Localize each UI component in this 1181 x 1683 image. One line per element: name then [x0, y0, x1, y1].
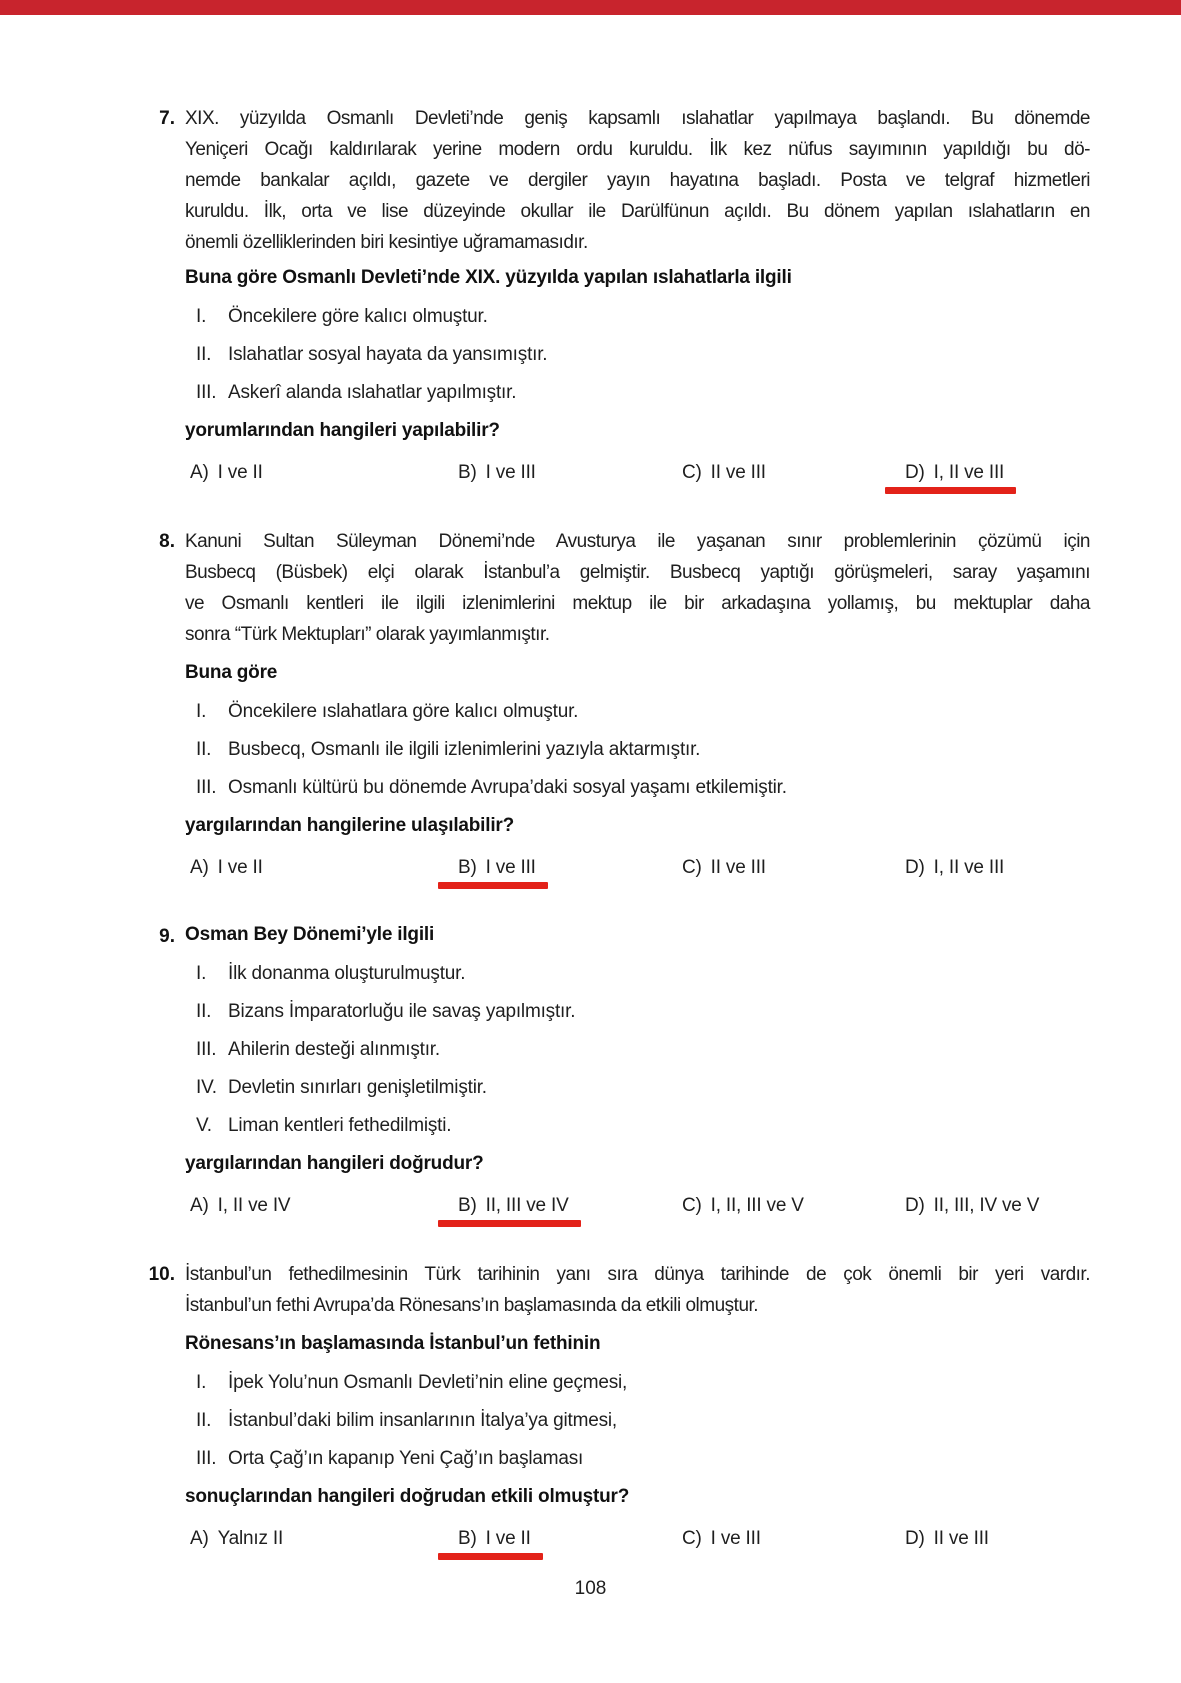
item-numeral: III.: [196, 1039, 217, 1060]
item-text: Liman kentleri fethedilmişti.: [228, 1115, 452, 1136]
item-numeral: V.: [196, 1115, 212, 1136]
question-body: [185, 103, 1090, 490]
options-row: [185, 460, 1090, 490]
item-text: İpek Yolu’nun Osmanlı Devleti’nin eline geçmesi,: [228, 1372, 628, 1393]
item-numeral: I.: [196, 1372, 207, 1393]
item-numeral: III.: [196, 1448, 217, 1469]
option-text: I ve III: [485, 462, 536, 483]
list-item: [196, 342, 1090, 368]
list-item: [196, 999, 1090, 1025]
item-numeral: I.: [196, 306, 207, 327]
option-text: II ve III: [933, 1528, 989, 1549]
list-item: [196, 380, 1090, 406]
option-b: [458, 1526, 531, 1552]
option-label: A): [190, 462, 209, 483]
paragraph-line: Kanuni Sultan Süleyman Dönemi’nde Avusturya ile yaşanan sınır problemlerinin çözümü için: [185, 531, 1090, 552]
option-c: [682, 855, 766, 881]
page-header-band: [0, 0, 1181, 15]
option-label: D): [905, 1195, 925, 1216]
option-label: A): [190, 857, 209, 878]
question-paragraph: [185, 526, 1090, 650]
list-item: [196, 699, 1090, 725]
question-number: 9.: [159, 926, 175, 947]
option-d: [905, 855, 1004, 881]
list-item: [196, 1113, 1090, 1139]
question-block-8: [127, 526, 1127, 885]
option-text: I ve III: [485, 857, 536, 878]
option-label: A): [190, 1195, 209, 1216]
paragraph-line: nemde bankalar açıldı, gazete ve dergiler yayın hayatına başladı. Posta ve telgraf hizmetleri: [185, 170, 1090, 191]
option-d: [905, 1193, 1039, 1219]
correct-answer-underline: [438, 1553, 543, 1560]
question-stem: yargılarından hangilerine ulaşılabilir?: [185, 815, 515, 836]
paragraph-line: Yeniçeri Ocağı kaldırılarak yerine modern ordu kuruldu. İlk kez nüfus sayımının yapıldığı bu dö-: [185, 139, 1090, 160]
list-item: [196, 1446, 1090, 1472]
paragraph-line: kuruldu. İlk, orta ve lise düzeyinde okullar ile Darülfünun açıldı. Bu dönem yapılan ıslahatların en: [185, 201, 1090, 222]
option-text: II, III ve IV: [485, 1195, 569, 1216]
correct-answer-underline: [885, 487, 1016, 494]
option-label: D): [905, 462, 925, 483]
option-c: [682, 1193, 804, 1219]
option-a: [190, 855, 263, 881]
option-c: [682, 460, 766, 486]
item-numeral: II.: [196, 739, 212, 760]
item-text: Busbecq, Osmanlı ile ilgili izlenimlerini yazıyla aktarmıştır.: [228, 739, 701, 760]
item-text: İlk donanma oluşturulmuştur.: [228, 963, 466, 984]
option-text: II ve III: [710, 462, 766, 483]
question-lead-in: Buna göre: [185, 662, 278, 683]
question-block-7: [127, 103, 1127, 490]
question-lead-in: Buna göre Osmanlı Devleti’nde XIX. yüzyılda yapılan ıslahatlarla ilgili: [185, 267, 792, 288]
item-text: Osmanlı kültürü bu dönemde Avrupa’daki sosyal yaşamı etkilemiştir.: [228, 777, 787, 798]
question-stem: sonuçlarından hangileri doğrudan etkili olmuştur?: [185, 1486, 630, 1507]
list-item: [196, 1075, 1090, 1101]
option-b: [458, 1193, 569, 1219]
option-a: [190, 460, 263, 486]
option-a: [190, 1193, 290, 1219]
item-text: İstanbul’daki bilim insanlarının İtalya’ya gitmesi,: [228, 1410, 617, 1431]
paragraph-line: sonra “Türk Mektupları” olarak yayımlanmıştır.: [185, 624, 550, 645]
correct-answer-underline: [438, 882, 548, 889]
paragraph-line: önemli özelliklerinden biri kesintiye uğramamasıdır.: [185, 232, 588, 253]
item-numeral: III.: [196, 777, 217, 798]
correct-answer-underline: [438, 1220, 581, 1227]
option-text: Yalnız II: [217, 1528, 284, 1549]
page-number: 108: [574, 1578, 607, 1599]
page-content: [127, 103, 1127, 1592]
question-lead-in: Rönesans’ın başlamasında İstanbul’un fethinin: [185, 1333, 601, 1354]
question-body: [185, 1259, 1090, 1556]
question-paragraph: [185, 1259, 1090, 1321]
option-b: [458, 855, 536, 881]
option-d: [905, 1526, 989, 1552]
item-text: Öncekilere göre kalıcı olmuştur.: [228, 306, 488, 327]
item-text: Devletin sınırları genişletilmiştir.: [228, 1077, 487, 1098]
option-text: I ve II: [485, 1528, 531, 1549]
option-c: [682, 1526, 761, 1552]
item-numeral: II.: [196, 344, 212, 365]
option-label: B): [458, 857, 477, 878]
option-label: D): [905, 857, 925, 878]
option-text: I ve II: [217, 462, 263, 483]
item-text: Öncekilere ıslahatlara göre kalıcı olmuştur.: [228, 701, 579, 722]
option-d: [905, 460, 1004, 486]
option-label: C): [682, 857, 702, 878]
option-label: D): [905, 1528, 925, 1549]
option-text: I ve III: [710, 1528, 761, 1549]
question-number: 10.: [148, 1264, 175, 1285]
item-numeral: I.: [196, 701, 207, 722]
item-text: Islahatlar sosyal hayata da yansımıştır.: [228, 344, 548, 365]
paragraph-line: İstanbul’un fethedilmesinin Türk tarihinin yanı sıra dünya tarihinde de çok önemli bir yeri vardır.: [185, 1264, 1090, 1285]
paragraph-line: İstanbul’un fethi Avrupa’da Rönesans’ın başlamasında da etkili olmuştur.: [185, 1295, 759, 1316]
option-label: C): [682, 1528, 702, 1549]
list-item: [196, 1408, 1090, 1434]
option-label: C): [682, 462, 702, 483]
list-item: [196, 961, 1090, 987]
item-numeral: IV.: [196, 1077, 217, 1098]
option-text: I, II, III ve V: [710, 1195, 804, 1216]
option-label: B): [458, 1195, 477, 1216]
item-text: Ahilerin desteği alınmıştır.: [228, 1039, 440, 1060]
item-text: Bizans İmparatorluğu ile savaş yapılmıştır.: [228, 1001, 576, 1022]
question-paragraph: [185, 103, 1090, 258]
question-body: [185, 526, 1090, 885]
question-lead-in: Osman Bey Dönemi’yle ilgili: [185, 924, 435, 945]
item-text: Askerî alanda ıslahatlar yapılmıştır.: [228, 382, 517, 403]
option-b: [458, 460, 536, 486]
option-text: II, III, IV ve V: [933, 1195, 1040, 1216]
option-text: I ve II: [217, 857, 263, 878]
options-row: [185, 1526, 1090, 1556]
option-label: A): [190, 1528, 209, 1549]
option-text: II ve III: [710, 857, 766, 878]
list-item: [196, 1037, 1090, 1063]
question-number: 7.: [159, 108, 175, 129]
list-item: [196, 1370, 1090, 1396]
option-label: C): [682, 1195, 702, 1216]
options-row: [185, 1193, 1090, 1223]
paragraph-line: Busbecq (Büsbek) elçi olarak İstanbul’a gelmiştir. Busbecq yaptığı görüşmeleri, saray yaşamını: [185, 562, 1090, 583]
paragraph-line: XIX. yüzyılda Osmanlı Devleti’nde geniş kapsamlı ıslahatlar yapılmaya başlandı. Bu dönemde: [185, 108, 1090, 129]
list-item: [196, 737, 1090, 763]
item-numeral: II.: [196, 1001, 212, 1022]
list-item: [196, 304, 1090, 330]
option-text: I, II ve III: [933, 462, 1005, 483]
option-text: I, II ve IV: [217, 1195, 291, 1216]
paragraph-line: ve Osmanlı kentleri ile ilgili izlenimlerini mektup ile bir arkadaşına yollamış, bu mektuplar daha: [185, 593, 1090, 614]
question-block-10: [127, 1259, 1127, 1556]
question-number: 8.: [159, 531, 175, 552]
list-item: [196, 775, 1090, 801]
question-body: [185, 921, 1090, 1223]
option-a: [190, 1526, 283, 1552]
question-stem: yargılarından hangileri doğrudur?: [185, 1153, 484, 1174]
item-numeral: III.: [196, 382, 217, 403]
item-numeral: II.: [196, 1410, 212, 1431]
item-numeral: I.: [196, 963, 207, 984]
option-text: I, II ve III: [933, 857, 1005, 878]
option-label: B): [458, 1528, 477, 1549]
options-row: [185, 855, 1090, 885]
question-block-9: [127, 921, 1127, 1223]
item-text: Orta Çağ’ın kapanıp Yeni Çağ’ın başlaması: [228, 1448, 584, 1469]
question-stem: yorumlarından hangileri yapılabilir?: [185, 420, 500, 441]
option-label: B): [458, 462, 477, 483]
